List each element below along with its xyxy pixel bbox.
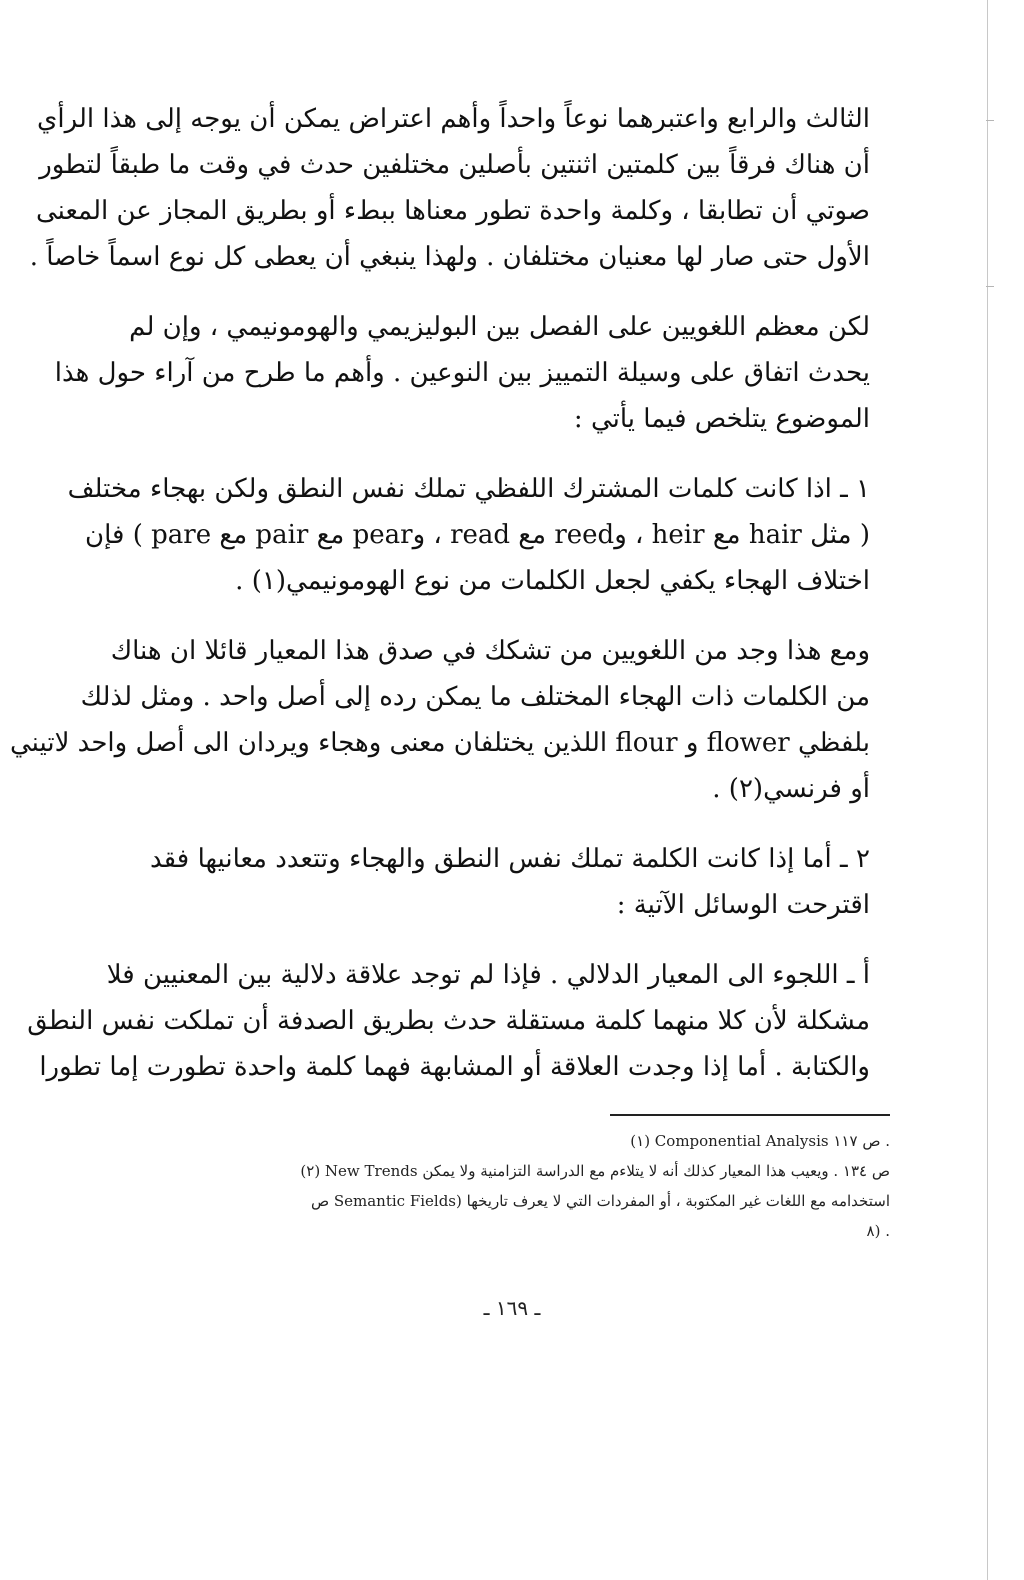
text-line: أن هناك فرقاً بين كلمتين اثنتين بأصلين مختلفين حدث في وقت ما طبقاً لتطور	[39, 150, 870, 180]
text-line: ( مثل hair مع heir ، وreed مع read ، وpear مع pair مع pare ) فإن	[85, 520, 870, 550]
paragraph-2	[54, 304, 870, 442]
text-line: صوتي أن تطابقا ، وكلمة واحدة تطور معناها ببطء أو بطريق المجاز عن المعنى	[36, 196, 870, 226]
footnotes	[160, 1114, 890, 1246]
paragraph-1	[29, 96, 870, 280]
footnote-line: (٢) New Trends ص ١٣٤ . ويعيب هذا المعيار كذلك أنه لا يتلاءم مع الدراسة التزامنية ولا يمكن	[300, 1162, 890, 1180]
text-line: الثالث والرابع واعتبرهما نوعاً واحداً وأهم اعتراض يمكن أن يوجه إلى هذا الرأي	[37, 104, 870, 134]
text-line: أو فرنسي(٢) .	[712, 774, 870, 804]
text-line: اختلاف الهجاء يكفي لجعل الكلمات من نوع الهومونيمي(١) .	[235, 566, 870, 596]
footnote-line: (١) Componential Analysis ص ١١٧ .	[630, 1132, 890, 1150]
text-line: الأول حتى صار لها معنيان مختلفان . ولهذا ينبغي أن يعطى كل نوع اسماً خاصاً .	[29, 242, 870, 272]
text-line: أ ـ اللجوء الى المعيار الدلالي . فإذا لم توجد علاقة دلالية بين المعنيين فلا	[106, 960, 870, 990]
text-line: من الكلمات ذات الهجاء المختلف ما يمكن رده إلى أصل واحد . ومثل لذلك	[80, 682, 870, 712]
text-line: يحدث اتفاق على وسيلة التمييز بين النوعين . وأهم ما طرح من آراء حول هذا	[54, 358, 870, 388]
text-line: والكتابة . أما إذا وجدت العلاقة أو المشابهة فهما كلمة واحدة تطورت إما تطورا	[39, 1052, 870, 1082]
text-line: لكن معظم اللغويين على الفصل بين البوليزيمي والهومونيمي ، وإن لم	[129, 312, 870, 342]
page-edge-tick	[986, 120, 994, 121]
text-line: مشكلة لأن كلا منهما كلمة مستقلة حدث بطريق الصدفة أن تملكت نفس النطق	[27, 1006, 870, 1036]
text-line: الموضوع يتلخص فيما يأتي :	[573, 404, 870, 434]
text-line: ومع هذا وجد من اللغويين من تشكك في صدق هذا المعيار قائلا ان هناك	[110, 636, 870, 666]
paragraph-6	[27, 952, 870, 1090]
page-edge-tick	[986, 286, 994, 287]
footnote-line: استخدامه مع اللغات غير المكتوبة ، أو المفردات التي لا يعرف تاريخها (Semantic Fields ص	[310, 1192, 890, 1210]
footnote-line: ٨) .	[866, 1222, 890, 1240]
paragraph-5	[150, 836, 870, 928]
text-line: اقترحت الوسائل الآتية :	[616, 890, 870, 920]
paragraph-4	[9, 628, 870, 812]
page-edge-line	[987, 0, 988, 1580]
page-body	[9, 96, 870, 1114]
paragraph-3	[67, 466, 870, 604]
footnote-divider	[610, 1114, 890, 1116]
text-line: ١ ـ اذا كانت كلمات المشترك اللفظي تملك نفس النطق ولكن بهجاء مختلف	[67, 474, 870, 504]
text-line: بلفظي flower و flour اللذين يختلفان معنى وهجاء ويردان الى أصل واحد لاتيني	[9, 728, 870, 758]
text-line: ٢ ـ أما إذا كانت الكلمة تملك نفس النطق والهجاء وتتعدد معانيها فقد	[150, 844, 870, 874]
page-number: ـ ١٦٩ ـ	[483, 1296, 541, 1320]
